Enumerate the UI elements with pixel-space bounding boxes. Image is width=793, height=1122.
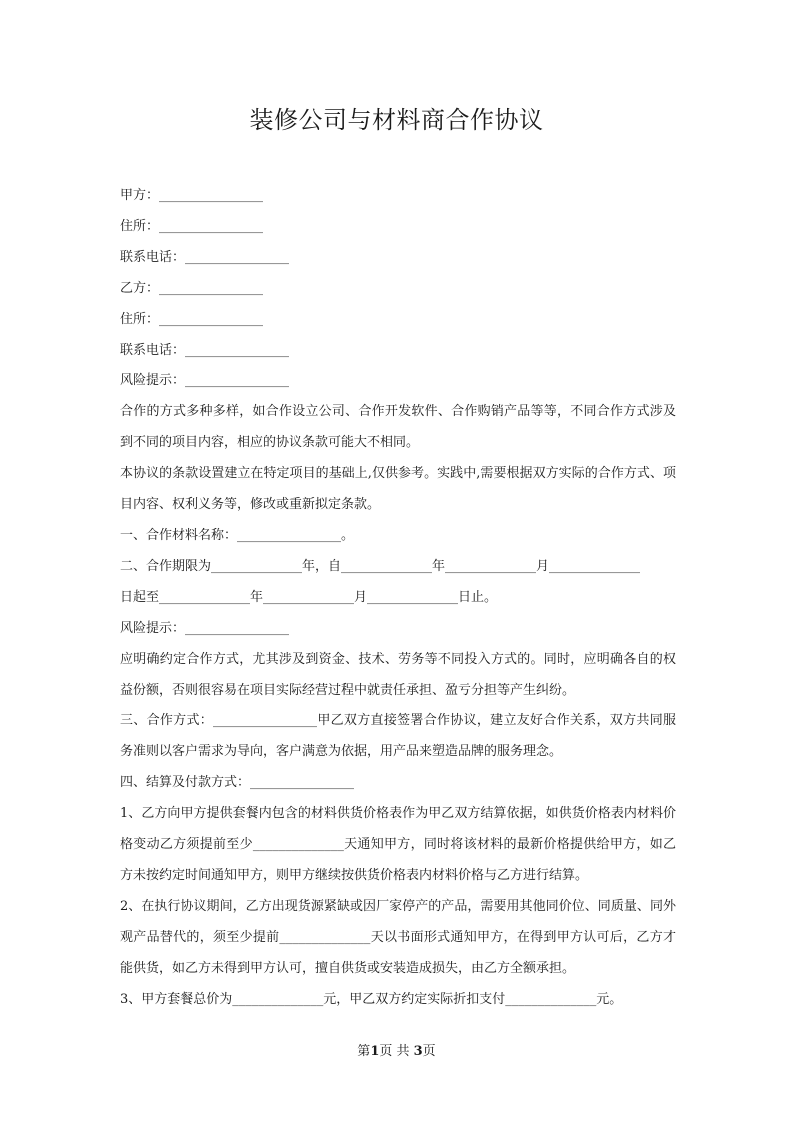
footer-total-pages: 3	[413, 1044, 423, 1059]
party-b-phone-line: 联系电话：________________	[120, 342, 290, 358]
clause-settlement: 四、结算及付款方式：________________	[120, 775, 355, 791]
party-b-line: 乙方：________________	[120, 280, 264, 296]
footer-prefix: 第	[357, 1044, 371, 1059]
paragraph-cooperation-method-note: 应明确约定合作方式，尤其涉及到资金、技术、劳务等不同投入方式的。同时，应明确各自的权益份额，否则很容易在项目实际经营过程中就责任承担、盈亏分担等产生纠纷。	[120, 651, 676, 698]
party-a-address-line: 住所：________________	[120, 218, 264, 234]
footer-middle: 页 共	[379, 1044, 414, 1059]
risk-notice-line-2: 风险提示：________________	[120, 620, 290, 636]
party-b-address-line: 住所：________________	[120, 311, 264, 327]
footer-suffix: 页	[422, 1044, 436, 1059]
clause-term-line-1: 二、合作期限为______________年，自______________年______________月______________	[120, 558, 641, 574]
risk-notice-line: 风险提示：________________	[120, 373, 290, 389]
page-footer	[0, 1040, 793, 1059]
document-body	[120, 181, 676, 1015]
clause-cooperation-method: 三、合作方式：________________甲乙双方直接签署合作协议，建立友好合作关系，双方共同服务准则以客户需求为导向，客户满意为依据，用产品来塑造品牌的服务理念。	[120, 713, 676, 760]
settlement-item-2: 2、在执行协议期间，乙方出现货源紧缺或因厂家停产的产品，需要用其他同价位、同质量、同外观产品替代的，须至少提前______________天以书面形式通知甲方，在得到甲方认可后，乙方才能供货，如乙方未得到甲方认可，擅自供货或安装造成损失，由乙方全额承担。	[120, 898, 676, 976]
document-title: 装修公司与材料商合作协议	[249, 106, 544, 134]
paragraph-cooperation-types: 合作的方式多种多样，如合作设立公司、合作开发软件、合作购销产品等等，不同合作方式涉及到不同的项目内容，相应的协议条款可能大不相同。	[120, 404, 676, 451]
paragraph-reference-note: 本协议的条款设置建立在特定项目的基础上,仅供参考。实践中,需要根据双方实际的合作方式、项目内容、权利义务等，修改或重新拟定条款。	[120, 466, 676, 513]
settlement-item-1: 1、乙方向甲方提供套餐内包含的材料供货价格表作为甲乙双方结算依据，如供货价格表内材料价格变动乙方须提前至少______________天通知甲方，同时将该材料的最新价格提供给甲方，如乙方未按约定时间通知甲方，则甲方继续按供货价格表内材料价格与乙方进行结算。	[120, 806, 676, 883]
party-a-phone-line: 联系电话：________________	[120, 249, 290, 265]
party-a-line: 甲方：________________	[120, 188, 264, 203]
clause-material-name: 一、合作材料名称：________________。	[120, 527, 355, 543]
settlement-item-3: 3、甲方套餐总价为______________元，甲乙双方约定实际折扣支付______________元。	[120, 991, 623, 1007]
clause-term-line-2: 日起至______________年______________月______________日止。	[120, 589, 498, 605]
footer-page-number: 1	[370, 1044, 380, 1059]
